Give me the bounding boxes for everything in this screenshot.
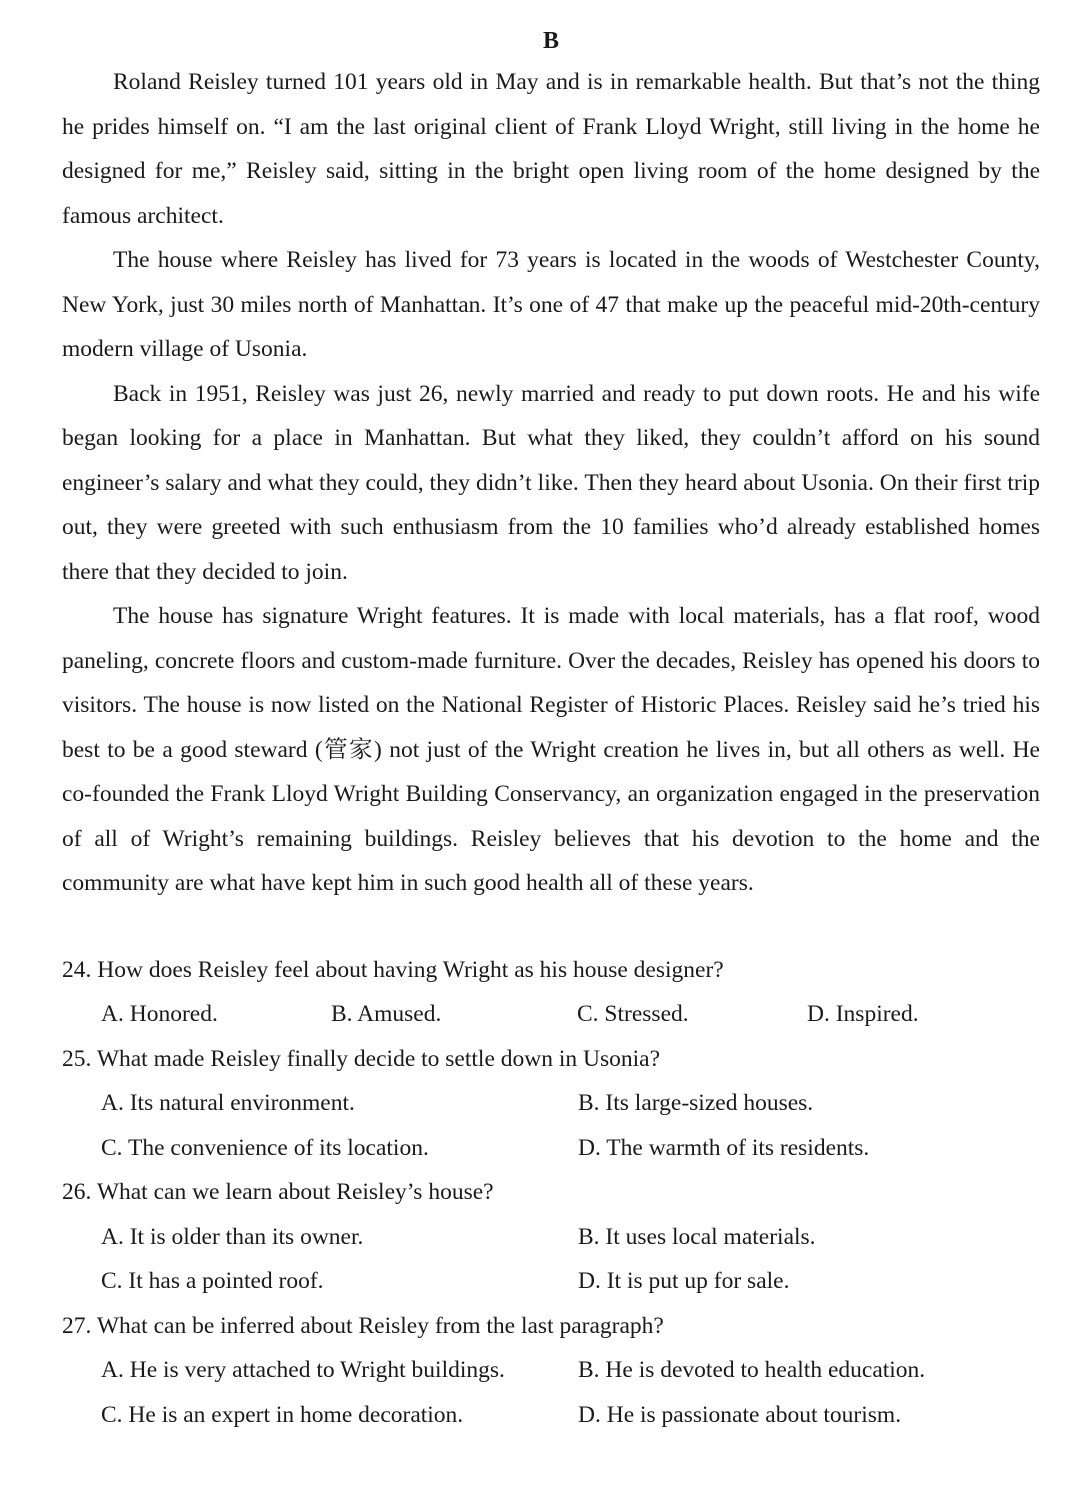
option-group — [101, 1215, 1040, 1304]
section-heading: B — [542, 28, 559, 54]
option-group — [101, 1348, 1040, 1437]
option-group — [101, 1081, 1040, 1170]
passage-paragraph-4: The house has signature Wright features. It is made with local materials, has a flat roof, wood paneling, concrete floors and custom-made furniture. Over the decades, Reisley has opened his doors to visitors. The house is now listed on the National Register of Historic Places. Reisley said he’s tried his best to be a good steward (管家) not just of the Wright creation he lives in, but all others as well. He co-founded the Frank Lloyd Wright Building Conservancy, an organization engaged in the preservation of all of Wright’s remaining buildings. Reisley believes that his devotion to the home and the community are what have kept him in such good health all of these years. — [62, 603, 1040, 896]
question-stem: 27. What can be inferred about Reisley from the last paragraph? — [62, 1312, 664, 1339]
option-d: D. He is passionate about tourism. — [578, 1401, 902, 1428]
question-stem: 26. What can we learn about Reisley’s house? — [62, 1179, 494, 1205]
question-stem: 24. How does Reisley feel about having Wright as his house designer? — [62, 956, 724, 983]
option-a: A. It is older than its owner. — [101, 1223, 364, 1250]
option-c: C. He is an expert in home decoration. — [101, 1401, 464, 1428]
passage-paragraph-1: Roland Reisley turned 101 years old in May and is in remarkable health. But that’s not the thing he prides himself on. “I am the last original client of Frank Lloyd Wright, still living in the home he designed for me,” Reisley said, sitting in the bright open living room of the home designed by the famous architect. — [62, 69, 1040, 229]
passage-paragraph-3: Back in 1951, Reisley was just 26, newly married and ready to put down roots. He and his wife began looking for a place in Manhattan. But what they liked, they couldn’t afford on his sound engineer’s salary and what they could, they didn’t like. Then they heard about Usonia. On their first trip out, they were greeted with such enthusiasm from the 10 families who’d already established homes there that they decided to join. — [62, 380, 1040, 585]
question-24 — [62, 948, 1040, 1037]
option-a: A. He is very attached to Wright buildings. — [101, 1357, 505, 1383]
passage — [62, 60, 1040, 906]
option-d: D. Inspired. — [807, 1001, 919, 1027]
question-25 — [62, 1037, 1040, 1171]
option-b: B. Its large-sized houses. — [578, 1090, 814, 1116]
question-26 — [62, 1170, 1040, 1304]
option-b: B. Amused. — [331, 1001, 442, 1027]
option-a: A. Its natural environment. — [101, 1090, 355, 1116]
document-page — [62, 24, 1040, 1437]
option-d: D. It is put up for sale. — [578, 1268, 790, 1294]
option-d: D. The warmth of its residents. — [578, 1134, 870, 1161]
option-c: C. Stressed. — [577, 1001, 689, 1027]
option-b: B. He is devoted to health education. — [578, 1357, 926, 1383]
question-27 — [62, 1304, 1040, 1438]
option-group — [101, 992, 1040, 1037]
question-stem: 25. What made Reisley finally decide to settle down in Usonia? — [62, 1045, 661, 1072]
option-c: C. The convenience of its location. — [101, 1134, 429, 1161]
option-c: C. It has a pointed roof. — [101, 1268, 324, 1294]
passage-paragraph-2: The house where Reisley has lived for 73 years is located in the woods of Westchester County, New York, just 30 miles north of Manhattan. It’s one of 47 that make up the peaceful mid-20th-century modern village of Usonia. — [62, 247, 1040, 362]
question-list — [62, 948, 1040, 1438]
option-b: B. It uses local materials. — [578, 1223, 816, 1250]
option-a: A. Honored. — [101, 1001, 218, 1027]
